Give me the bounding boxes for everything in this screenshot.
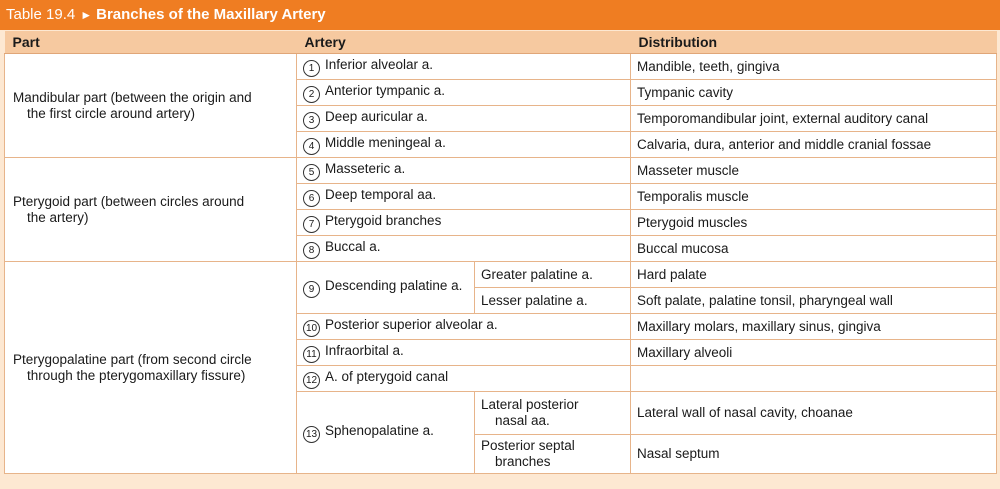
part-label-line: the first circle around artery) (27, 105, 196, 121)
artery-cell (297, 106, 631, 132)
artery-cell (297, 184, 631, 210)
circled-number: 6 (303, 190, 320, 207)
table-header-row (5, 31, 997, 54)
part-label-line: Pterygoid part (between circles around (13, 193, 245, 209)
artery-cell (297, 54, 631, 80)
circled-number: 4 (303, 138, 320, 155)
artery-cell (297, 132, 631, 158)
artery-cell (297, 210, 631, 236)
distribution-cell: Calvaria, dura, anterior and middle cranial fossae (631, 132, 997, 158)
part-pterygopalatine (5, 262, 297, 474)
artery-cell (297, 80, 631, 106)
circled-number: 8 (303, 242, 320, 259)
artery-name: Sphenopalatine a. (325, 422, 434, 438)
distribution-cell: Temporalis muscle (631, 184, 997, 210)
circled-number: 13 (303, 426, 320, 443)
circled-number: 11 (303, 346, 320, 363)
maxillary-artery-table (4, 31, 997, 474)
part-mandibular (5, 54, 297, 158)
header-part: Part (5, 31, 297, 54)
artery-cell (297, 366, 631, 392)
artery-name: Infraorbital a. (325, 342, 404, 358)
subbranch-label-line: branches (495, 454, 551, 469)
distribution-cell: Pterygoid muscles (631, 210, 997, 236)
table-row (5, 158, 997, 184)
distribution-cell: Lateral wall of nasal cavity, choanae (631, 392, 997, 435)
part-label-line: the artery) (27, 209, 89, 225)
subbranch-label-line: Posterior septal (481, 438, 575, 453)
circled-number: 5 (303, 164, 320, 181)
artery-name: Middle meningeal a. (325, 134, 446, 150)
artery-cell (297, 158, 631, 184)
artery-name: Inferior alveolar a. (325, 56, 434, 72)
distribution-cell: Tympanic cavity (631, 80, 997, 106)
distribution-cell: Maxillary molars, maxillary sinus, gingiva (631, 314, 997, 340)
distribution-cell: Soft palate, palatine tonsil, pharyngeal wall (631, 288, 997, 314)
table-title-bar (0, 0, 1000, 30)
subbranch-label-line: Lateral posterior (481, 397, 579, 412)
part-label-line: Mandibular part (between the origin and (13, 89, 252, 105)
artery-name: Masseteric a. (325, 160, 406, 176)
circled-number: 7 (303, 216, 320, 233)
subbranch-cell: Lesser palatine a. (475, 288, 631, 314)
subbranch-cell (475, 392, 631, 435)
distribution-cell: Maxillary alveoli (631, 340, 997, 366)
artery-name: Deep auricular a. (325, 108, 428, 124)
distribution-cell: Buccal mucosa (631, 236, 997, 262)
artery-cell (297, 340, 631, 366)
distribution-cell: Masseter muscle (631, 158, 997, 184)
subbranch-cell: Greater palatine a. (475, 262, 631, 288)
table-title: Branches of the Maxillary Artery (96, 6, 326, 23)
table-number: Table 19.4 (6, 6, 76, 23)
header-artery: Artery (297, 31, 631, 54)
distribution-cell: Nasal septum (631, 435, 997, 474)
circled-number: 3 (303, 112, 320, 129)
distribution-cell: Mandible, teeth, gingiva (631, 54, 997, 80)
artery-cell (297, 236, 631, 262)
part-label-line: Pterygopalatine part (from second circle (13, 351, 252, 367)
table-row (5, 262, 997, 288)
artery-name: A. of pterygoid canal (325, 368, 449, 384)
artery-name: Posterior superior alveolar a. (325, 316, 498, 332)
artery-name: Descending palatine a. (325, 277, 463, 293)
circled-number: 9 (303, 281, 320, 298)
table-row (5, 54, 997, 80)
artery-cell (297, 262, 475, 314)
subbranch-label-line: nasal aa. (495, 413, 550, 428)
artery-cell (297, 392, 475, 474)
arrow-right-icon: ► (80, 8, 93, 22)
artery-name: Pterygoid branches (325, 212, 442, 228)
circled-number: 1 (303, 60, 320, 77)
distribution-cell (631, 366, 997, 392)
circled-number: 10 (303, 320, 320, 337)
header-distribution: Distribution (631, 31, 997, 54)
subbranch-cell (475, 435, 631, 474)
part-pterygoid (5, 158, 297, 262)
part-label-line: through the pterygomaxillary fissure) (27, 367, 246, 383)
artery-cell (297, 314, 631, 340)
artery-name: Deep temporal aa. (325, 186, 437, 202)
circled-number: 12 (303, 372, 320, 389)
circled-number: 2 (303, 86, 320, 103)
distribution-cell: Temporomandibular joint, external auditory canal (631, 106, 997, 132)
distribution-cell: Hard palate (631, 262, 997, 288)
artery-name: Anterior tympanic a. (325, 82, 446, 98)
artery-name: Buccal a. (325, 238, 381, 254)
